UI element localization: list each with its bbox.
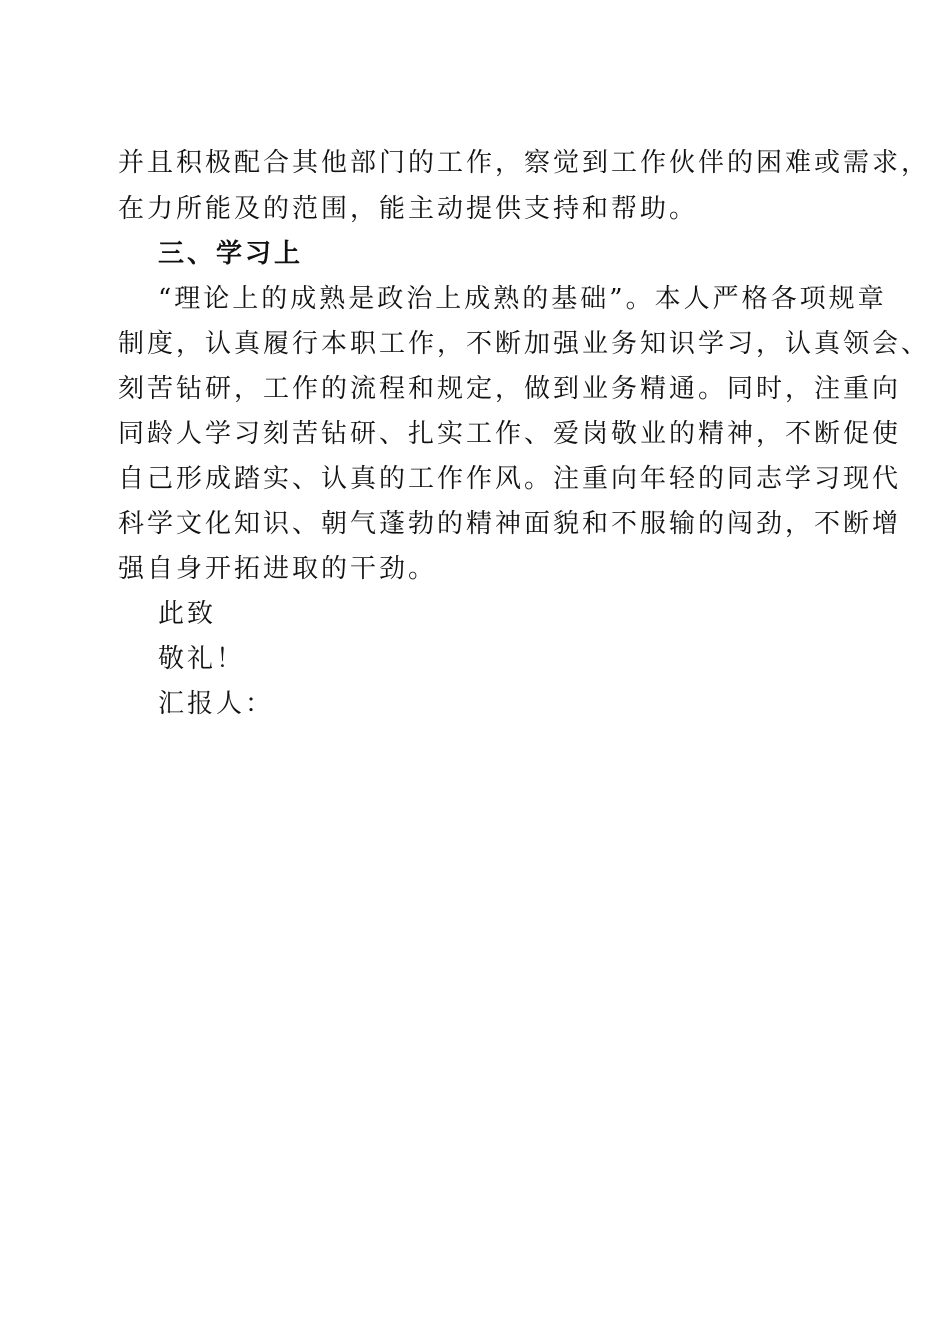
- paragraph-line: 同龄人学习刻苦钻研、扎实工作、爱岗敬业的精神，不断促使: [118, 419, 902, 449]
- closing-regards: 敬礼！: [158, 644, 246, 674]
- paragraph-line: 刻苦钻研，工作的流程和规定，做到业务精通。同时，注重向: [118, 374, 902, 404]
- paragraph-line: 制度，认真履行本职工作，不断加强业务知识学习，认真领会、: [118, 329, 931, 359]
- reporter-label: 汇报人：: [158, 689, 275, 719]
- paragraph-line: 科学文化知识、朝气蓬勃的精神面貌和不服输的闯劲，不断增: [118, 509, 902, 539]
- section-heading: 三、学习上: [158, 239, 304, 269]
- paragraph-line: 强自身开拓进取的干劲。: [118, 554, 438, 584]
- closing-salutation: 此致: [158, 599, 217, 629]
- paragraph-line: 自己形成踏实、认真的工作作风。注重向年轻的同志学习现代: [118, 464, 902, 494]
- paragraph-line: 在力所能及的范围，能主动提供支持和帮助。: [118, 194, 699, 224]
- paragraph-line: “理论上的成熟是政治上成熟的基础”。本人严格各项规章: [158, 284, 887, 314]
- paragraph-line: 并且积极配合其他部门的工作，察觉到工作伙伴的困难或需求，: [118, 148, 931, 178]
